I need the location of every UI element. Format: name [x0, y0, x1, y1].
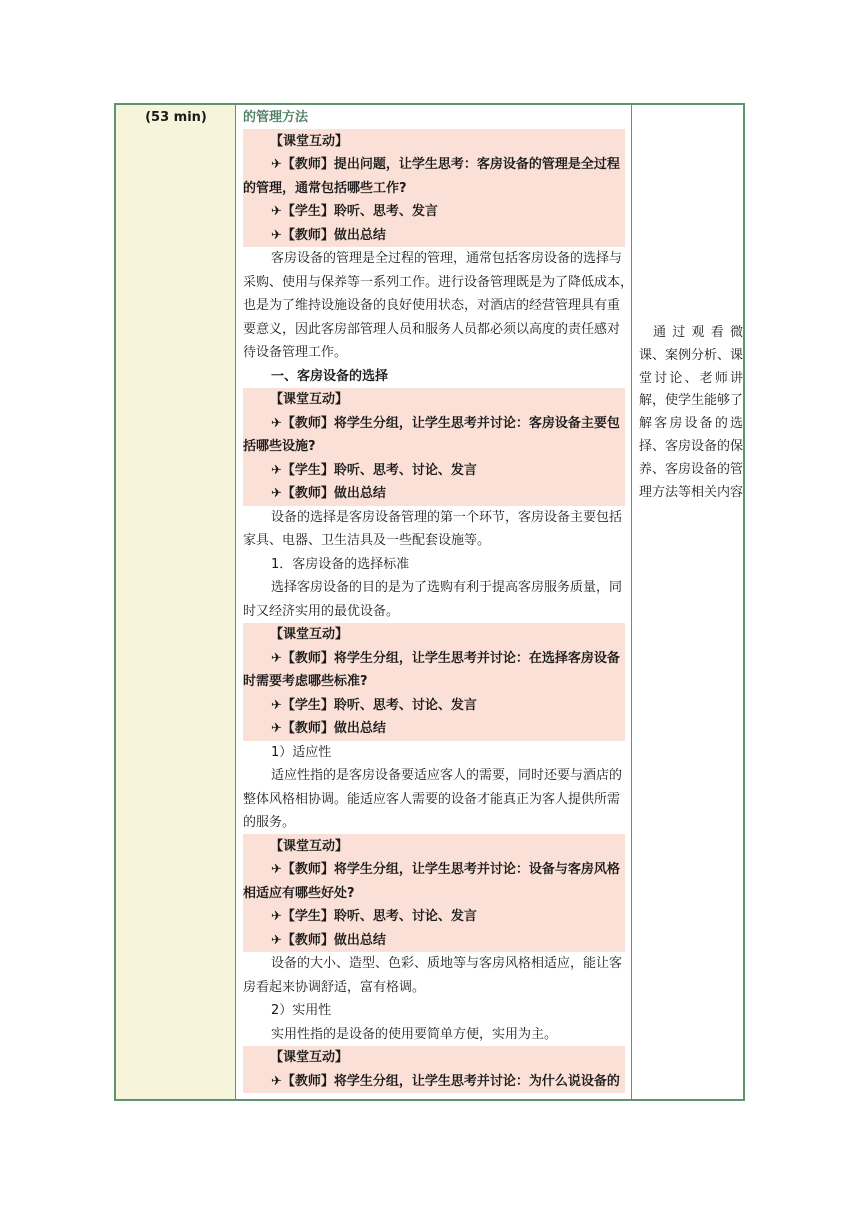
student-response: ✈【学生】聆听、思考、讨论、发言 — [271, 697, 477, 713]
learning-objective: 通过观看微课、案例分析、课堂讨论、老师讲解，使学生能够了解客房设备的选择、客房设备的保养、客房设备的管理方法等相关内容 — [639, 325, 744, 500]
interaction-label: 【课堂互动】 — [270, 627, 349, 642]
teacher-question: ✈【教师】提出问题，让学生思考：客房设备的管理是全过程 — [271, 157, 620, 172]
body-text: 实用性指的是设备的使用要简单方便，实用为主。 — [271, 1026, 558, 1042]
body-text: 也是为了维持设施设备的良好使用状态，对酒店的经营管理具有重 — [243, 298, 621, 313]
body-text: 时又经济实用的最优设备。 — [243, 603, 400, 619]
interaction-label: 【课堂互动】 — [270, 392, 349, 407]
body-text: 的服务。 — [243, 815, 296, 830]
teacher-summary: ✈【教师】做出总结 — [271, 932, 386, 948]
student-response: ✈【学生】聆听、思考、讨论、发言 — [271, 462, 477, 478]
interaction-label: 【课堂互动】 — [270, 1050, 349, 1065]
section-heading: 的管理方法 — [243, 110, 309, 125]
teacher-question: ✈【教师】将学生分组，让学生思考并讨论：为什么说设备的 — [271, 1073, 620, 1089]
body-text: 要意义，因此客房部管理人员和服务人员都必须以高度的责任感对 — [243, 321, 621, 337]
teacher-question: ✈【教师】将学生分组，让学生思考并讨论：设备与客房风格 — [271, 862, 620, 877]
body-text: 设备的大小、造型、色彩、质地等与客房风格相适应，能让客 — [271, 956, 623, 971]
body-text: 适应性指的是客房设备要适应客人的需要，同时还要与酒店的 — [271, 768, 623, 783]
student-response: ✈【学生】聆听、思考、讨论、发言 — [271, 909, 477, 924]
student-response: ✈【学生】聆听、思考、发言 — [271, 204, 438, 219]
interaction-label: 【课堂互动】 — [270, 133, 349, 149]
lesson-table — [114, 103, 745, 1101]
teacher-summary: ✈【教师】做出总结 — [271, 721, 386, 736]
body-text: 选择客房设备的目的是为了选购有利于提高客房服务质量，同 — [271, 580, 623, 595]
section-heading: 一、客房设备的选择 — [271, 368, 389, 384]
body-text: 待设备管理工作。 — [243, 345, 348, 360]
teacher-question: ✈【教师】将学生分组，让学生思考并讨论：客房设备主要包 — [271, 415, 620, 431]
time-label: (53 min) — [145, 110, 207, 125]
body-text: 客房设备的管理是全过程的管理，通常包括客房设备的选择与 — [271, 251, 623, 266]
time-column — [116, 105, 236, 1099]
interaction-label: 【课堂互动】 — [270, 838, 349, 854]
body-text: 整体风格相协调。能适应客人需要的设备才能真正为客人提供所需 — [243, 791, 621, 807]
body-text: 采购、使用与保养等一系列工作。进行设备管理既是为了降低成本， — [243, 274, 634, 290]
body-text: 房看起来协调舒适，富有格调。 — [243, 979, 426, 995]
teacher-question: 括哪些设施? — [243, 439, 316, 454]
subsection-heading: 2）实用性 — [271, 1003, 332, 1018]
body-text: 家具、电器、卫生洁具及一些配套设施等。 — [243, 533, 491, 548]
objective-column — [631, 105, 745, 1099]
teacher-summary: ✈【教师】做出总结 — [271, 227, 386, 243]
teacher-question: 相适应有哪些好处? — [243, 885, 355, 901]
teacher-question: ✈【教师】将学生分组，让学生思考并讨论：在选择客房设备 — [271, 650, 620, 666]
teacher-question: 时需要考虑哪些标准? — [243, 674, 368, 689]
teacher-summary: ✈【教师】做出总结 — [271, 486, 386, 501]
teacher-question: 的管理，通常包括哪些工作? — [243, 180, 407, 196]
subsection-heading: 1．客房设备的选择标准 — [271, 556, 410, 572]
body-text: 设备的选择是客房设备管理的第一个环节，客房设备主要包括 — [271, 509, 623, 525]
subsection-heading: 1）适应性 — [271, 744, 332, 760]
